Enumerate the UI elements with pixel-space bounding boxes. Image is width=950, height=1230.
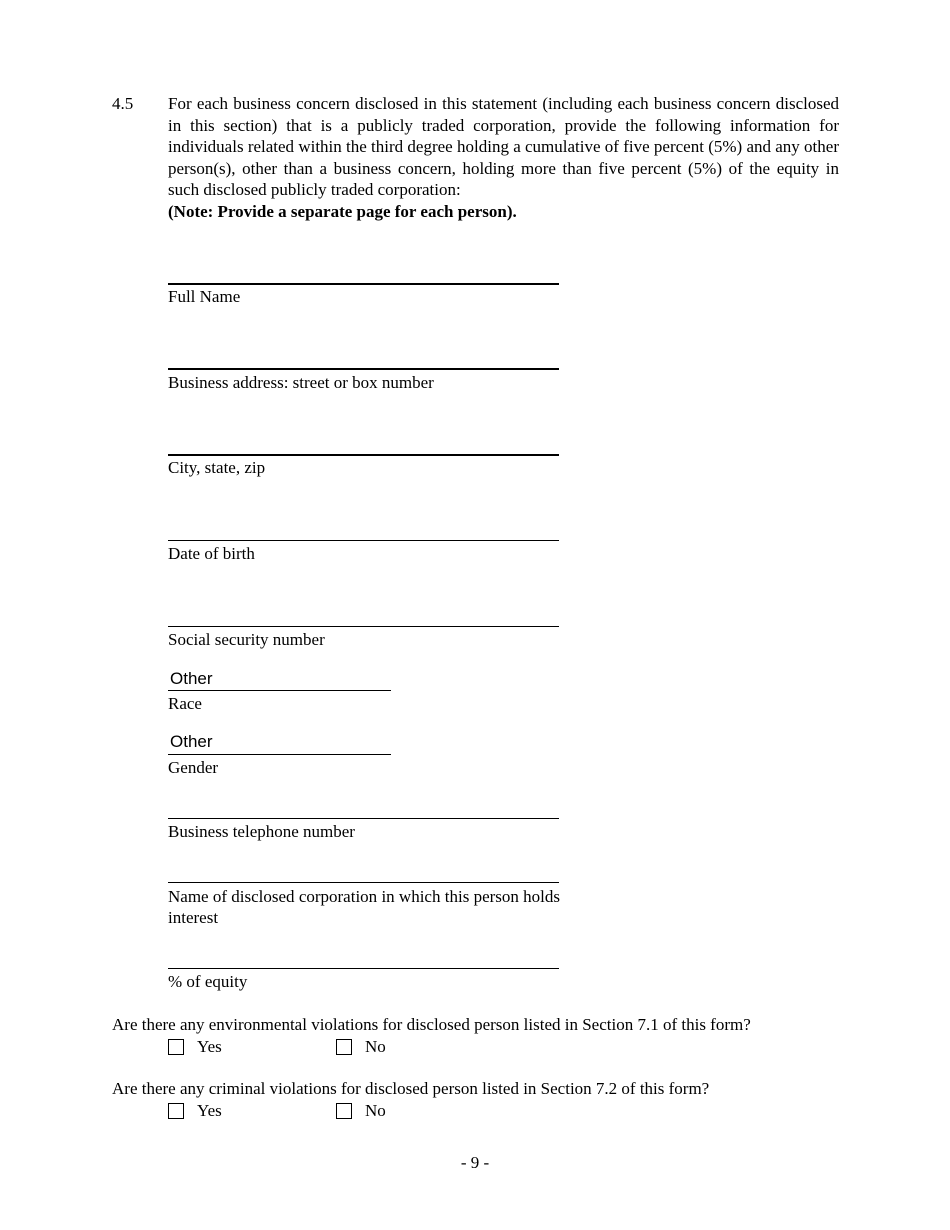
environmental-yes-option[interactable] [168, 1036, 222, 1057]
gender-label: Gender [168, 758, 219, 777]
corporation-name-label: Name of disclosed corporation in which this person holds interest [168, 887, 560, 927]
criminal-yes-label: Yes [197, 1101, 222, 1120]
criminal-yes-option[interactable] [168, 1100, 222, 1121]
environmental-yes-label: Yes [197, 1037, 222, 1056]
date-of-birth-field[interactable] [168, 540, 559, 541]
criminal-no-option[interactable] [336, 1100, 386, 1121]
section-number: 4.5 [112, 94, 134, 113]
page-number: - 9 - [460, 1153, 490, 1172]
full-name-field[interactable] [168, 283, 559, 285]
environmental-no-checkbox[interactable] [336, 1039, 352, 1055]
race-value[interactable]: Other [170, 669, 213, 688]
race-field[interactable] [168, 690, 391, 691]
section-text: For each business concern disclosed in this statement (including each business concern disclosed in this section) that is a publicly traded corporation, provide the following information for individuals related within the third degree holding a cumulative of five percent (5%) and any other person(s), other than a business concern, holding more than five percent (5%) of the equity in such disclosed publicly traded corporation: [168, 94, 839, 199]
criminal-yes-checkbox[interactable] [168, 1103, 184, 1119]
city-state-zip-field[interactable] [168, 454, 559, 456]
environmental-no-label: No [365, 1037, 386, 1056]
ssn-field[interactable] [168, 626, 559, 627]
section-instructions [168, 93, 839, 222]
city-state-zip-label: City, state, zip [168, 458, 266, 477]
business-address-label: Business address: street or box number [168, 373, 434, 392]
environmental-no-option[interactable] [336, 1036, 386, 1057]
section-note: (Note: Provide a separate page for each person). [168, 201, 517, 221]
corporation-name-field[interactable] [168, 882, 559, 883]
business-address-field[interactable] [168, 368, 559, 370]
gender-field[interactable] [168, 754, 391, 755]
business-phone-field[interactable] [168, 818, 559, 819]
environmental-question: Are there any environmental violations for disclosed person listed in Section 7.1 of this form? [112, 1015, 751, 1034]
criminal-no-checkbox[interactable] [336, 1103, 352, 1119]
environmental-yes-checkbox[interactable] [168, 1039, 184, 1055]
ssn-label: Social security number [168, 630, 325, 649]
date-of-birth-label: Date of birth [168, 544, 255, 563]
criminal-question: Are there any criminal violations for disclosed person listed in Section 7.2 of this form? [112, 1079, 710, 1098]
race-label: Race [168, 694, 202, 713]
equity-field[interactable] [168, 968, 559, 969]
equity-label: % of equity [168, 972, 248, 991]
gender-value[interactable]: Other [170, 732, 213, 751]
business-phone-label: Business telephone number [168, 822, 355, 841]
criminal-no-label: No [365, 1101, 386, 1120]
full-name-label: Full Name [168, 287, 241, 306]
